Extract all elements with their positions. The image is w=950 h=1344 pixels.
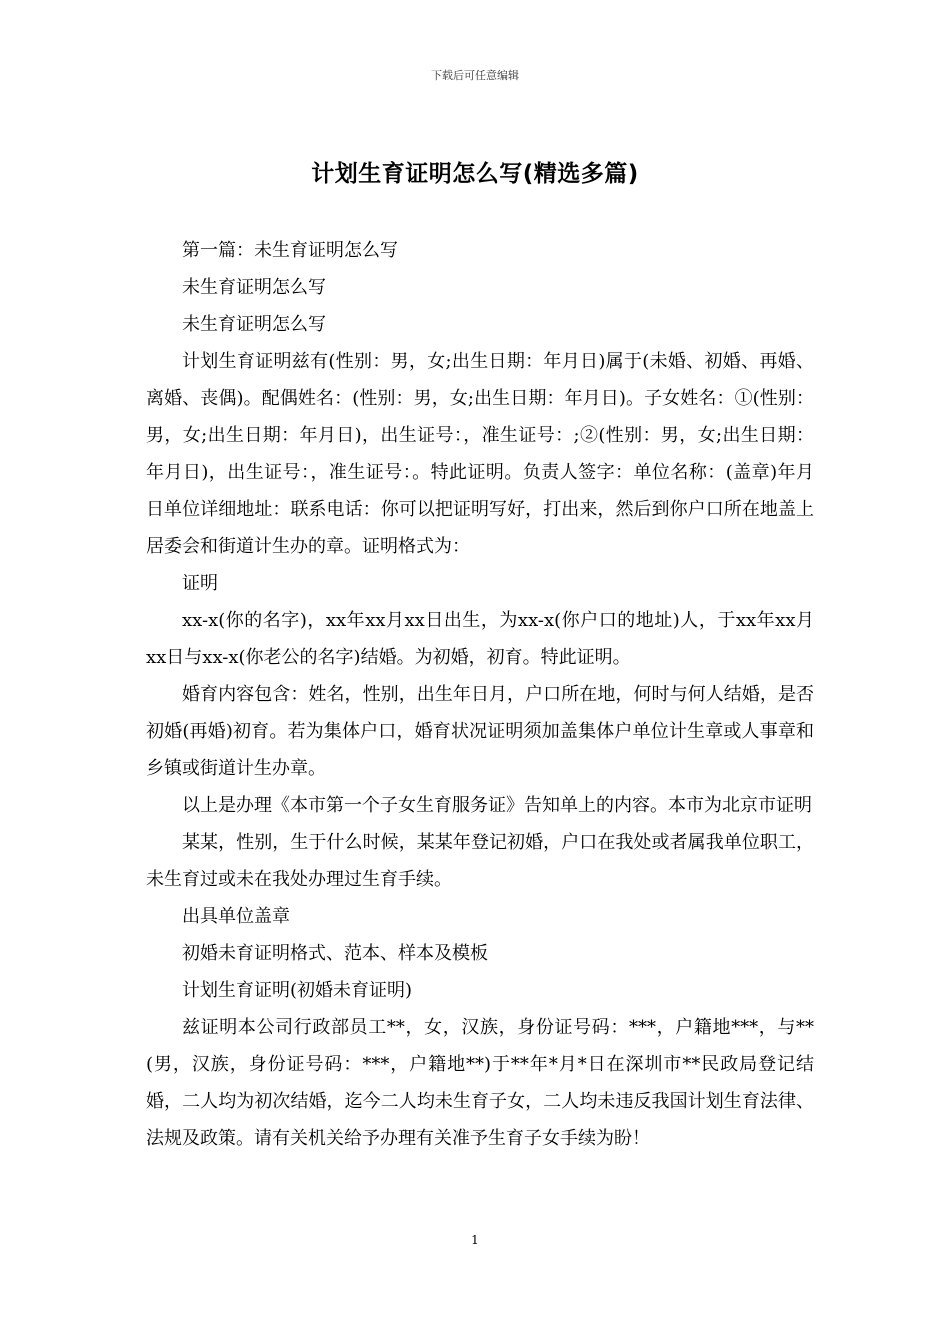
page-number: 1	[471, 1233, 479, 1247]
paragraph-certificate-template: 计划生育证明兹有(性别：男，女;出生日期：年月日)属于(未婚、初婚、再婚、离婚、丧偶)。配偶姓名：(性别：男，女;出生日期：年月日)。子女姓名：①(性别：男，女;出生日期：年月日)，出生证号：，准生证号：;②(性别：男，女;出生日期：年月日)，出生证号：，准生证号：。特此证明。负责人签字：单位名称：(盖章)年月日单位详细地址：联系电话：你可以把证明写好，打出来，然后到你户口所在地盖上居委会和街道计生办的章。证明格式为：	[146, 351, 814, 557]
paragraph-subheading: 未生育证明怎么写	[182, 314, 326, 335]
paragraph-company-certificate: 兹证明本公司行政部员工**，女，汉族，身份证号码：***，户籍地***，与**(男，汉族，身份证号码：***，户籍地**)于**年*月*日在深圳市**民政局登记结婚，二人均为初次结婚，迄今二人均未生育子女，二人均未违反我国计划生育法律、法规及政策。请有关机关给予办理有关准予生育子女手续为盼！	[146, 1017, 814, 1149]
paragraph-section-heading: 第一篇：未生育证明怎么写	[182, 240, 398, 261]
paragraph-certificate-sample: xx-x(你的名字)，xx年xx月xx日出生，为xx-x(你户口的地址)人，于xx年xx月xx日与xx-x(你老公的名字)结婚。为初婚，初育。特此证明。	[146, 610, 814, 668]
paragraph-template-heading: 初婚未育证明格式、范本、样本及模板	[182, 943, 488, 964]
paragraph-content-requirements: 婚育内容包含：姓名，性别，出生年日月，户口所在地，何时与何人结婚，是否初婚(再婚)初育。若为集体户口，婚育状况证明须加盖集体户单位计生章或人事章和乡镇或街道计生办章。	[146, 684, 814, 779]
paragraph-unit-certificate: 某某，性别，生于什么时候，某某年登记初婚，户口在我处或者属我单位职工，未生育过或未在我处办理过生育手续。	[146, 832, 814, 890]
paragraph-issuer-seal: 出具单位盖章	[182, 906, 290, 927]
paragraph-template-title: 计划生育证明(初婚未育证明)	[182, 980, 413, 1001]
document-title: 计划生育证明怎么写(精选多篇)	[311, 161, 639, 187]
paragraph-subheading: 未生育证明怎么写	[182, 277, 326, 298]
header-note: 下载后可任意编辑	[431, 69, 519, 82]
document-body	[146, 232, 814, 1157]
paragraph-certificate-label: 证明	[182, 573, 218, 594]
paragraph-beijing-note: 以上是办理《本市第一个子女生育服务证》告知单上的内容。本市为北京市证明	[182, 795, 812, 816]
